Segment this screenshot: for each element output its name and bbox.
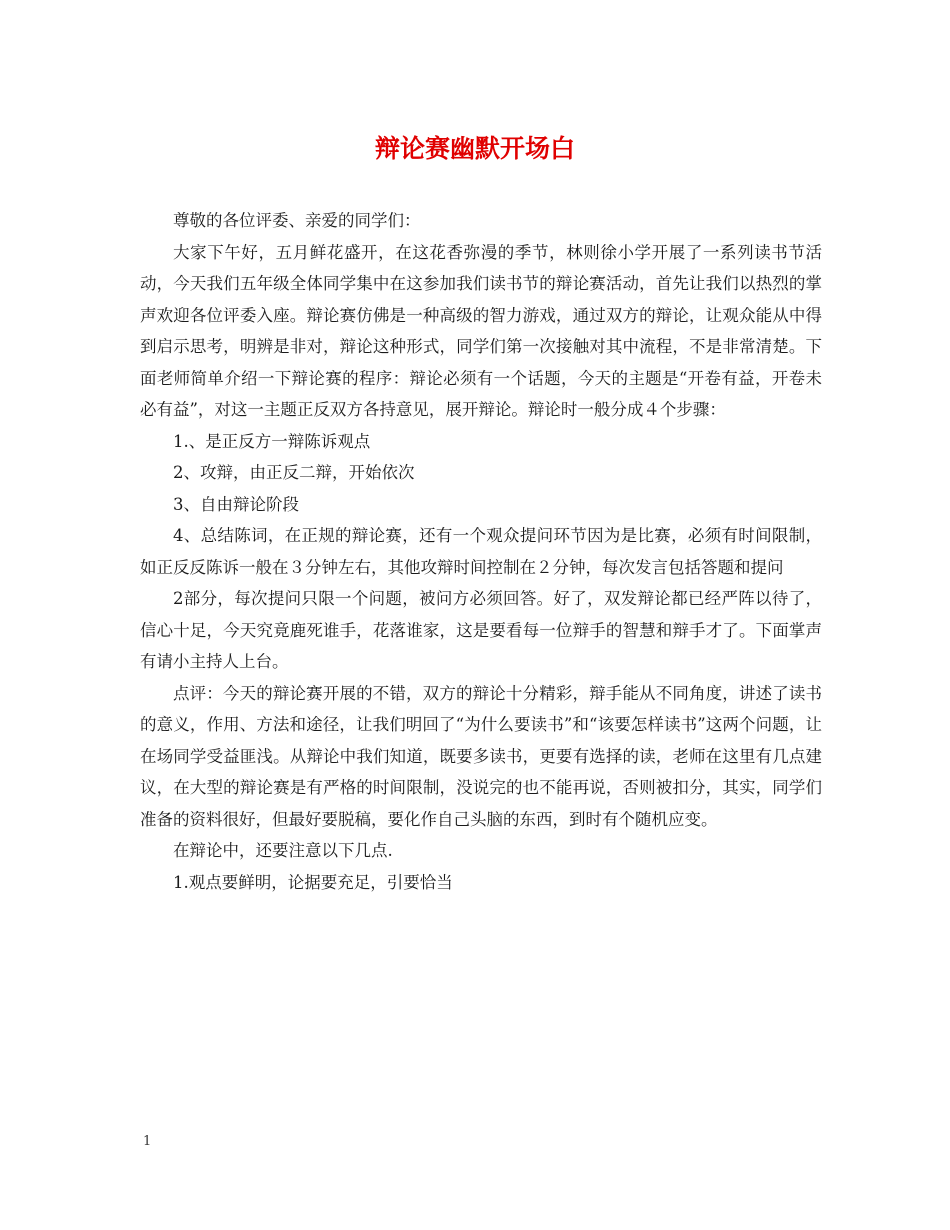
document-body [140,205,822,898]
document-title: 辩论赛幽默开场白 [374,134,575,163]
notes-intro-paragraph: 在辩论中，还要注意以下几点. [173,841,393,860]
comment-paragraph: 点评：今天的辩论赛开展的不错，双方的辩论十分精彩，辩手能从不同角度，讲述了读书的意义，作用、方法和途径，让我们明回了“为什么要读书”和“该要怎样读书”这两个问题，让在场同学受益匪浅。从辩论中我们知道，既要多读书，更要有选择的读，老师在这里有几点建议，在大型的辩论赛是有严格的时间限制，没说完的也不能再说，否则被扣分，其实，同学们准备的资料很好，但最好要脱稿，要化作自己头脑的东西，到时有个随机应变。 [140,683,822,829]
step-1-paragraph: 1.、是正反方一辩陈诉观点 [173,431,371,451]
greeting-paragraph: 尊敬的各位评委、亲爱的同学们： [173,211,421,230]
step-4-paragraph: 4、总结陈词，在正规的辩论赛，还有一个观众提问环节因为是比赛，必须有时间限制，如正反反陈诉一般在３分钟左右，其他攻辩时间控制在２分钟，每次发言包括答题和提问 [140,526,822,577]
step-2-paragraph: 2、攻辩，由正反二辩，开始依次 [173,463,415,482]
opening-paragraph: 大家下午好，五月鲜花盛开，在这花香弥漫的季节，林则徐小学开展了一系列读书节活动，今天我们五年级全体同学集中在这参加我们读书节的辩论赛活动，首先让我们以热烈的掌声欢迎各位评委入座。辩论赛仿佛是一种高级的智力游戏，通过双方的辩论，让观众能从中得到启示思考，明辨是非对，辩论这种形式，同学们第一次接触对其中流程，不是非常清楚。下面老师简单介绍一下辩论赛的程序：辩论必须有一个话题，今天的主题是“开卷有益，开卷未必有益”，对这一主题正反双方各持意见，展开辩论。辩论时一般分成４个步骤： [140,242,822,419]
continuation-paragraph: 2部分，每次提问只限一个问题，被问方必须回答。好了，双发辩论都已经严阵以待了，信心十足，今天究竟鹿死谁手，花落谁家，这是要看每一位辩手的智慧和辩手才了。下面掌声有请小主持人上台。 [140,589,822,671]
note-1-paragraph: 1.观点要鲜明，论据要充足，引要恰当 [173,872,453,892]
step-3-paragraph: 3、自由辩论阶段 [173,494,299,514]
page-number: 1 [143,1134,152,1149]
